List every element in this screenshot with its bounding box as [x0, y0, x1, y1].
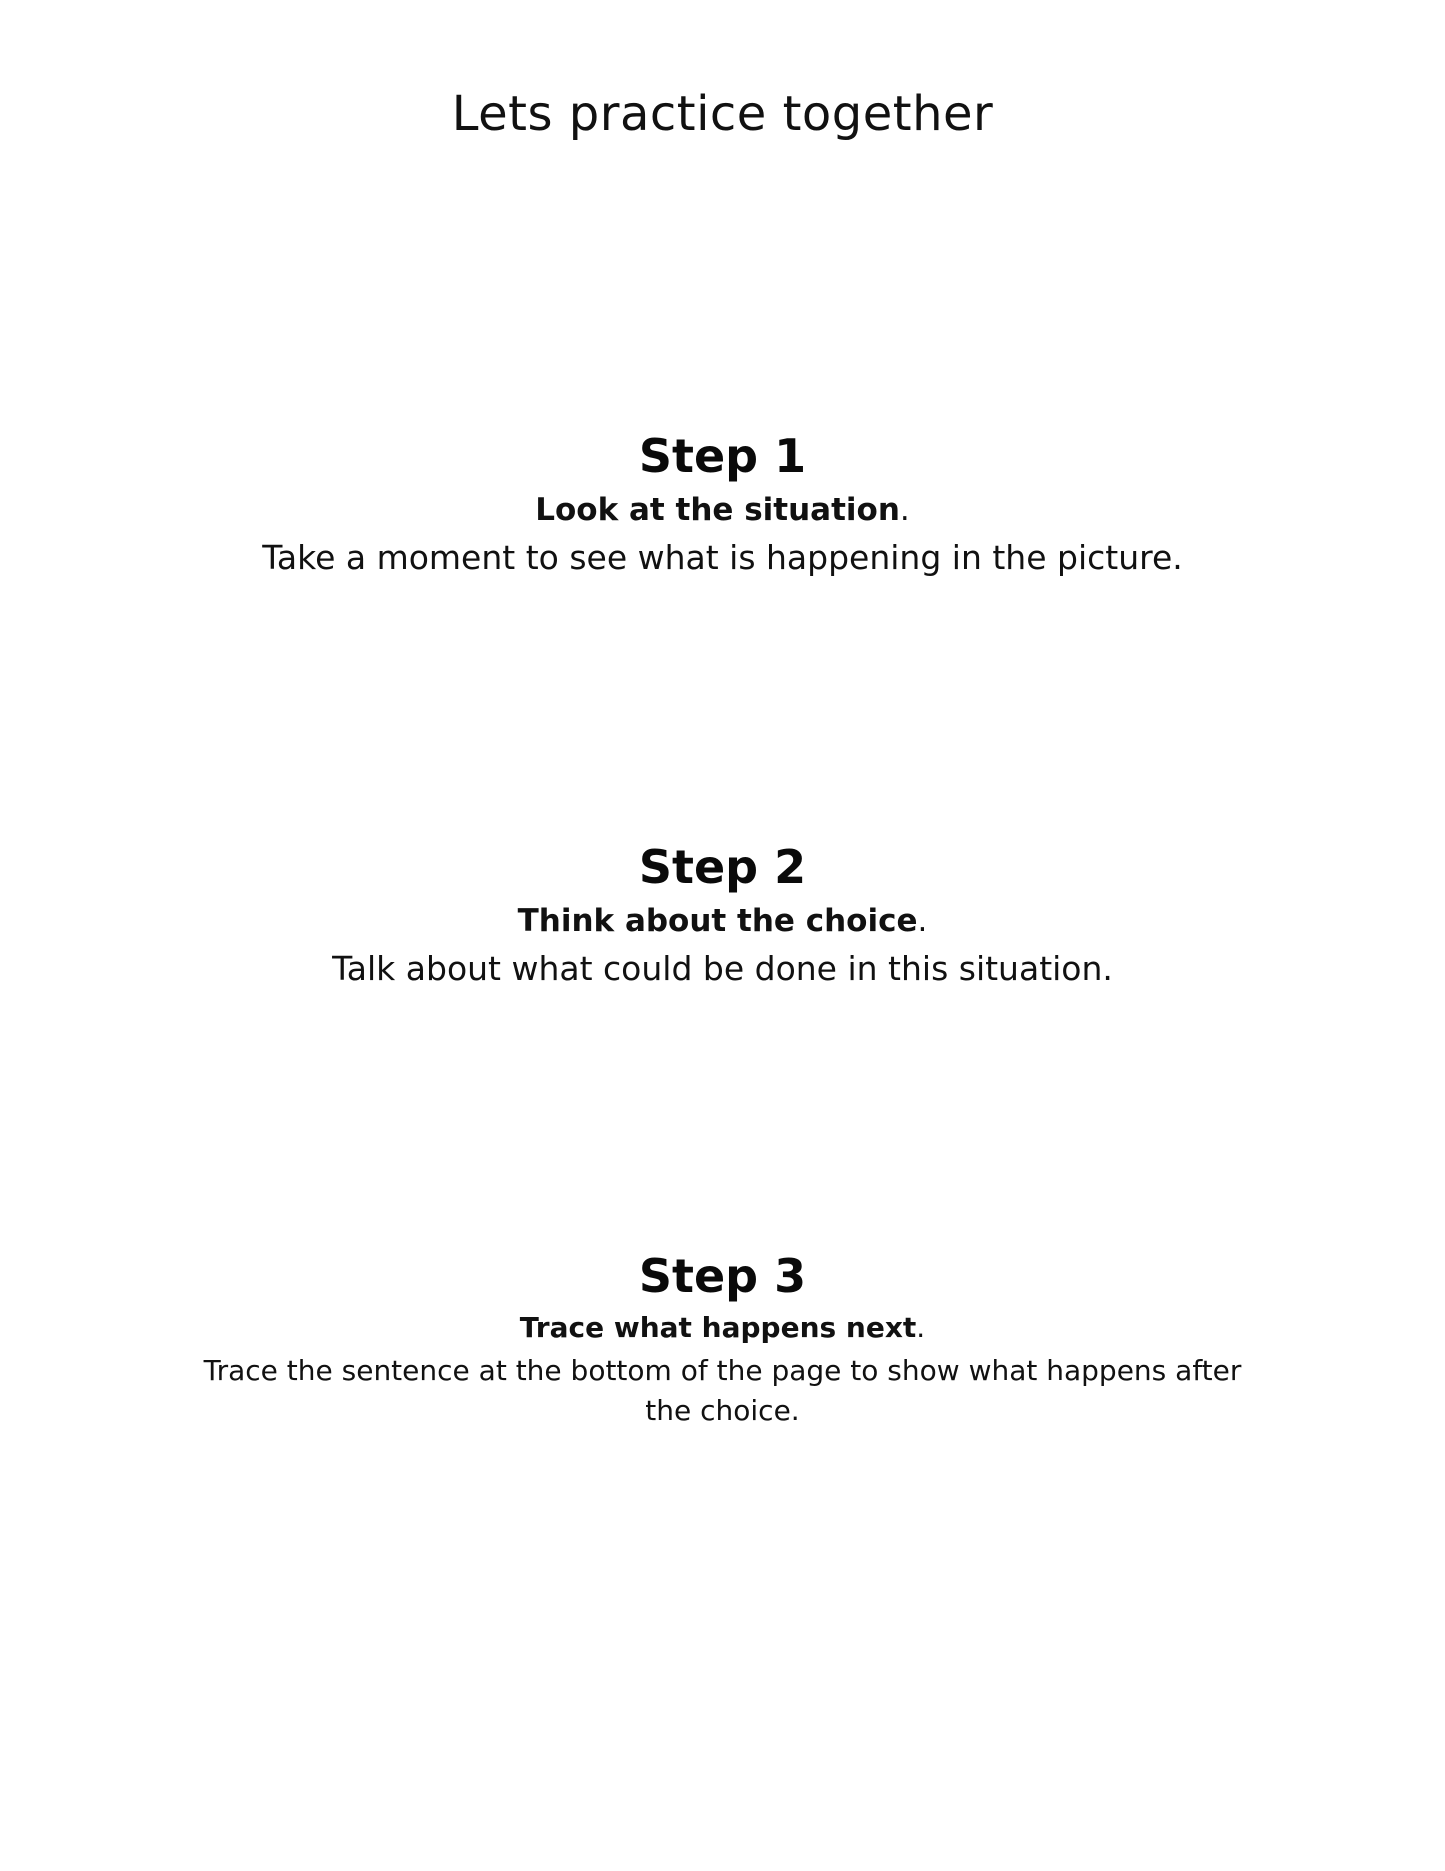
- step-heading: Step 2: [638, 840, 807, 894]
- step-subtitle-end: .: [916, 1311, 926, 1344]
- step-subtitle-bold: Look at the situation: [535, 492, 900, 528]
- step-subtitle: [0, 1309, 1445, 1347]
- step-subtitle-bold: Trace what happens next: [519, 1311, 917, 1344]
- step-body: Take a moment to see what is happening in the picture.: [262, 538, 1183, 577]
- step-subtitle-end: .: [899, 492, 910, 528]
- step-body: Trace the sentence at the bottom of the page to show what happens after the choice.: [203, 1354, 1242, 1427]
- step-2-section: [0, 838, 1445, 992]
- step-subtitle: [0, 489, 1445, 531]
- page-title: Lets practice together: [451, 86, 994, 142]
- step-subtitle: [0, 900, 1445, 942]
- step-body: Talk about what could be done in this situation.: [332, 949, 1113, 988]
- step-heading: Step 3: [638, 1249, 807, 1303]
- step-subtitle-bold: Think about the choice: [517, 903, 918, 939]
- step-3-section: [0, 1247, 1445, 1431]
- step-subtitle-end: .: [917, 903, 928, 939]
- step-1-section: [0, 427, 1445, 581]
- step-heading: Step 1: [638, 429, 807, 483]
